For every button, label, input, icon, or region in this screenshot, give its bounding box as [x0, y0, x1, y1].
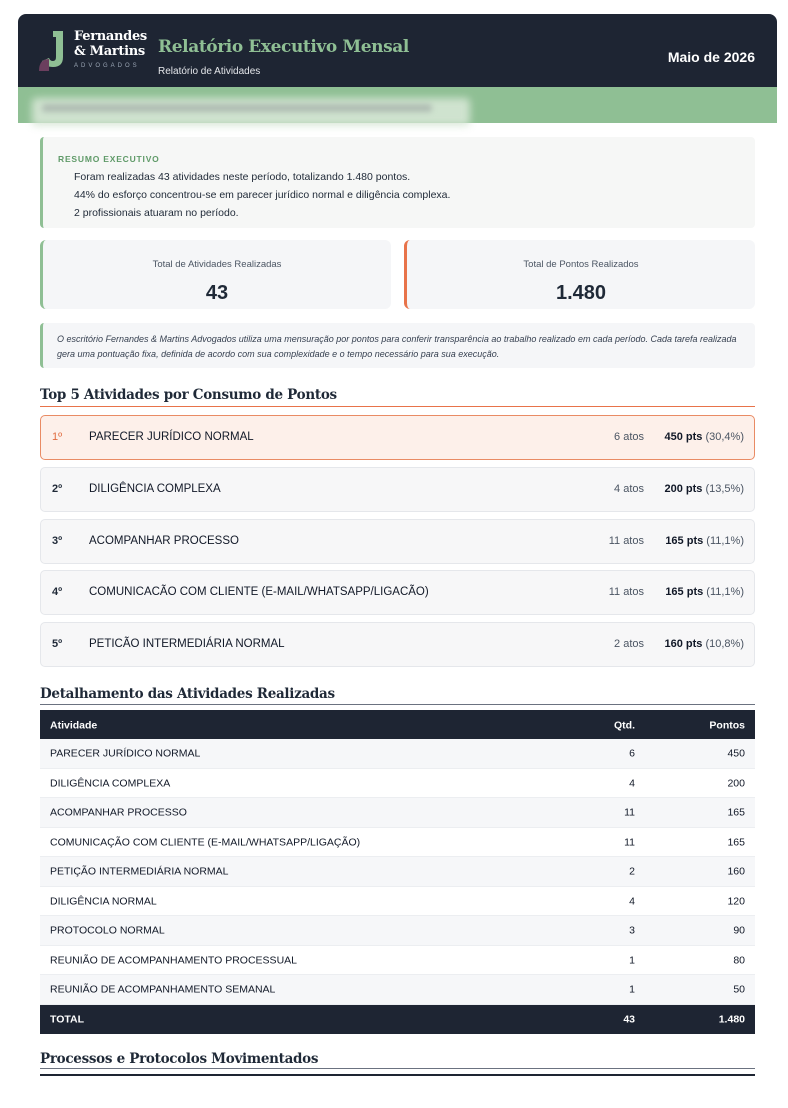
table-row [40, 887, 755, 917]
card-value: 1.480 [555, 282, 607, 304]
top-activity-item [40, 622, 755, 667]
activity-points: 165 pts (11,1%) [665, 535, 744, 547]
section-divider [40, 1074, 755, 1076]
activity-points: 450 pts (30,4%) [664, 431, 744, 443]
top-activity-item [40, 570, 755, 615]
cell-points: 90 [733, 924, 745, 937]
cell-qtd: 4 [629, 777, 635, 790]
cell-activity: DILIGÊNCIA COMPLEXA [50, 777, 171, 790]
top-activity-item [40, 415, 755, 460]
table-row [40, 769, 755, 799]
details-section-title: Detalhamento das Atividades Realizadas [40, 686, 335, 702]
table-row [40, 798, 755, 828]
cell-qtd: 1 [629, 954, 635, 967]
report-title: Relatório Executivo Mensal [158, 37, 409, 57]
table-row [40, 857, 755, 887]
rank-label: 1º [52, 431, 63, 443]
top5-section-title: Top 5 Atividades por Consumo de Pontos [40, 387, 337, 403]
summary-heading: RESUMO EXECUTIVO [58, 154, 160, 164]
top-activity-item [40, 519, 755, 564]
card-value: 43 [205, 282, 229, 304]
activity-count: 6 atos [614, 431, 644, 443]
logo-icon [39, 31, 67, 71]
activity-count: 2 atos [614, 638, 644, 650]
activity-name: PARECER JURÍDICO NORMAL [89, 431, 254, 443]
total-label: TOTAL [50, 1013, 85, 1026]
cell-qtd: 11 [624, 836, 635, 849]
table-row [40, 975, 755, 1005]
card-label: Total de Atividades Realizadas [152, 259, 282, 270]
column-header-points: Pontos [709, 719, 745, 732]
cell-points: 200 [727, 777, 745, 790]
summary-line: 2 profissionais atuaram no período. [74, 207, 239, 219]
report-header [18, 14, 777, 87]
cell-points: 165 [727, 806, 745, 819]
note-text: O escritório Fernandes & Martins Advogados utiliza uma mensuração por pontos para conferir transparência ao trabalho realizado em cada período. Cada tarefa realizada gera uma pontuação fixa, definida de acordo com sua complexidade e o tempo necessário para sua execução. [57, 334, 737, 359]
report-period: Maio de 2026 [667, 49, 755, 65]
section-divider [40, 406, 755, 407]
table-row [40, 916, 755, 946]
summary-line: Foram realizadas 43 atividades neste período, totalizando 1.480 pontos. [74, 171, 411, 183]
activity-name: PETICÃO INTERMEDIÁRIA NORMAL [89, 638, 285, 650]
activity-points: 165 pts (11,1%) [665, 586, 744, 598]
cell-points: 80 [733, 954, 745, 967]
section-divider [40, 704, 755, 705]
activities-table [40, 710, 755, 1034]
card-label: Total de Pontos Realizados [523, 259, 639, 270]
summary-line: 44% do esforço concentrou-se em parecer jurídico normal e diligência complexa. [74, 189, 451, 201]
activity-count: 11 atos [608, 535, 644, 547]
redacted-area [32, 98, 470, 126]
cell-points: 50 [733, 983, 745, 996]
logo-subtitle: ADVOGADOS [74, 63, 140, 69]
total-points: 1.480 [718, 1013, 745, 1026]
total-activities-card [40, 240, 391, 309]
activity-count: 4 atos [614, 483, 644, 495]
cell-points: 120 [727, 895, 745, 908]
activity-count: 11 atos [608, 586, 644, 598]
cell-qtd: 3 [629, 924, 635, 937]
table-header [40, 710, 755, 739]
cell-activity: REUNIÃO DE ACOMPANHAMENTO SEMANAL [50, 983, 276, 996]
activity-name: COMUNICACÃO COM CLIENTE (E-MAIL/WHATSAPP/LIGACÃO) [89, 586, 429, 598]
cell-activity: DILIGÊNCIA NORMAL [50, 895, 157, 908]
column-header-activity: Atividade [50, 719, 98, 732]
table-row [40, 739, 755, 769]
cell-qtd: 2 [629, 865, 635, 878]
cell-activity: PROTOCOLO NORMAL [50, 924, 165, 937]
cell-qtd: 6 [629, 747, 635, 760]
column-header-qtd: Qtd. [614, 719, 635, 732]
rank-label: 5º [52, 638, 63, 650]
cell-activity: PETIÇÃO INTERMEDIÁRIA NORMAL [50, 865, 229, 878]
activity-name: ACOMPANHAR PROCESSO [89, 535, 239, 547]
cell-activity: COMUNICAÇÃO COM CLIENTE (E-MAIL/WHATSAPP/LIGAÇÃO) [50, 836, 361, 849]
cell-activity: PARECER JURÍDICO NORMAL [50, 747, 201, 760]
report-subtitle: Relatório de Atividades [158, 66, 261, 77]
cell-points: 165 [727, 836, 745, 849]
table-row [40, 828, 755, 858]
rank-label: 4º [52, 586, 63, 598]
activity-points: 160 pts (10,8%) [664, 638, 744, 650]
total-points-card [404, 240, 755, 309]
logo-wordmark: Fernandes & Martins [74, 29, 147, 59]
rank-label: 2º [52, 483, 63, 495]
top-activity-item [40, 467, 755, 512]
table-row [40, 946, 755, 976]
cell-activity: REUNIÃO DE ACOMPANHAMENTO PROCESSUAL [50, 954, 297, 967]
cell-points: 450 [727, 747, 745, 760]
methodology-note [40, 323, 755, 368]
activity-name: DILIGÊNCIA COMPLEXA [89, 483, 221, 495]
cell-points: 160 [727, 865, 745, 878]
cell-activity: ACOMPANHAR PROCESSO [50, 806, 187, 819]
table-total-row [40, 1005, 755, 1034]
executive-summary [40, 137, 755, 228]
section-divider [40, 1068, 755, 1069]
processes-section-title: Processos e Protocolos Movimentados [40, 1051, 319, 1067]
total-qtd: 43 [623, 1013, 635, 1026]
redacted-text [42, 104, 432, 112]
rank-label: 3º [52, 535, 63, 547]
cell-qtd: 11 [624, 806, 635, 819]
cell-qtd: 1 [629, 983, 635, 996]
cell-qtd: 4 [629, 895, 635, 908]
activity-points: 200 pts (13,5%) [664, 483, 744, 495]
